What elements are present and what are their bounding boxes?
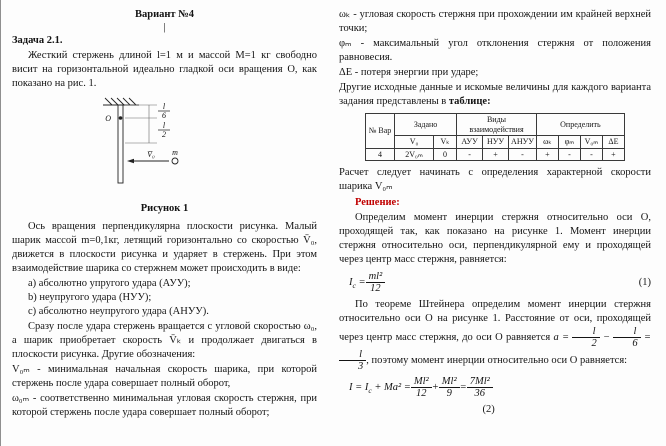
right-column <box>339 8 651 442</box>
wall-hatching <box>103 98 139 183</box>
ball <box>172 158 178 164</box>
table-subheader-cell: НУУ <box>483 136 509 149</box>
figure-caption: Рисунок 1 <box>140 203 189 214</box>
table-row <box>366 148 625 161</box>
dim-l6-denominator: 6 <box>162 111 166 120</box>
definition-wk: ωₖ - угловая скорость стержня при прохождении им крайней верхней точки; <box>339 9 651 34</box>
formula-2-fraction-2: $\frac{\text{Ml²}}{9}$ <box>439 376 460 399</box>
table-cell: 4 <box>366 148 395 161</box>
table-header-given: Задано <box>395 114 457 136</box>
table-cell: - <box>457 148 483 161</box>
intro-paragraph: Жесткий стержень длиной l=1 м и массой M=1 кг свободно висит на горизонтальной идеально гладкой оси вращения O, как показано на рис. 1. <box>12 50 317 89</box>
table-cell: + <box>483 148 509 161</box>
formula-1-fraction: $\frac{\text{ml²}}{12}$ <box>366 271 386 294</box>
axis-label: O <box>105 114 111 123</box>
variants-table <box>365 113 625 161</box>
formula-2-fraction-3: $\frac{\text{7Ml²}}{36}$ <box>467 376 493 399</box>
table-subheader-cell: φₘ <box>558 136 580 149</box>
formula-2-fraction-1: $\frac{\text{Ml²}}{12}$ <box>411 376 432 399</box>
table-intro <box>339 81 651 109</box>
pivot-point <box>119 116 123 120</box>
definition-w0m: ω₀ₘ - соответственно минимальная угловая скорость стержня, при которой стержень после удара совершает полный оборот; <box>12 393 317 418</box>
table-header-variant: № Вар <box>366 114 395 149</box>
formula-2: $I = I_c + Ma^2$ = $\frac{\text{Ml²}}{12}$ + $\frac{\text{Ml²}}{9}$ = $\frac{\text{7Ml²}}{36}$ <box>349 376 651 399</box>
table-cell: + <box>602 148 624 161</box>
text-cursor: | <box>163 21 166 33</box>
definition-deltaE: ΔE - потеря энергии при ударе; <box>339 67 479 78</box>
table-cell: - <box>509 148 537 161</box>
formula-1 <box>349 271 651 294</box>
figure-1 <box>67 95 317 200</box>
formula-1-lhs: $I_c$ = <box>349 276 366 290</box>
steiner-paragraph: По теореме Штейнера определим момент инерции стержня относительно оси О на рисунке 1. Расстояние от оси, проходящей через центр масс стержня, до оси О равняется a = $\frac{l}{2}$ − $\frac{l}{6}$ = $\frac{l}{3}$ , поэтому момент инерции относительно оси О равняется: <box>339 299 651 372</box>
definition-v0m: V₀ₘ - минимальная начальная скорость шарика, при которой стержень после удара совершает полный оборот, <box>12 364 317 389</box>
left-column <box>12 8 317 442</box>
solution-label: Решение: <box>355 197 400 208</box>
table-subheader-cell: V₀ₘ <box>580 136 602 149</box>
dimension-lines <box>125 105 157 143</box>
dim-l6-numerator: l <box>162 102 166 111</box>
table-header-interactions: Виды взаимодействия <box>457 114 537 136</box>
definition-phim: φₘ - максимальный угол отклонения стержня от положения равновесия. <box>339 38 651 63</box>
table-subheader-cell: ωₖ <box>536 136 558 149</box>
table-cell: - <box>580 148 602 161</box>
list-item: a) абсолютно упругого удара (АУУ); <box>28 278 191 289</box>
velocity-arrowhead <box>127 159 134 163</box>
impact-types-list <box>28 277 317 319</box>
table-intro-text: Другие исходные данные и искомые величины для каждого варианта задания представлены в <box>339 82 651 107</box>
table-subheader-cell: АУУ <box>457 136 483 149</box>
dim-l2-numerator: l <box>162 121 166 130</box>
velocity-label: V̄₀ <box>147 150 155 159</box>
table-subheader-cell: АНУУ <box>509 136 537 149</box>
ball-mass-label: m <box>172 148 178 157</box>
table-header-determine: Определить <box>536 114 624 136</box>
table-subheader-cell: Vₖ <box>434 136 457 149</box>
list-item: b) неупругого удара (НУУ); <box>28 292 152 303</box>
list-item: c) абсолютно неупругого удара (АНУУ). <box>28 306 209 317</box>
table-cell: - <box>558 148 580 161</box>
formula-2-tag: (2) <box>482 404 495 415</box>
document-title: Вариант №4 <box>134 9 195 20</box>
rod-diagram <box>67 95 217 195</box>
table-cell: 2V₀ₘ <box>395 148 434 161</box>
after-impact-paragraph: Сразу после удара стержень вращается с угловой скоростью ω₀, а шарик приобретает скорость V̄ₖ и продолжает двигаться в плоскости рисунка. Другие обозначения: <box>12 321 317 360</box>
formula-2-lhs: $I = I_c + Ma^2$ = <box>349 381 411 395</box>
table-subheader-cell: ΔE <box>602 136 624 149</box>
task-heading: Задача 2.1. <box>12 35 63 46</box>
axis-paragraph: Ось вращения перпендикулярна плоскости рисунка. Малый шарик массой m=0,1кг, летящий горизонтально со скоростью V̄₀, движется в плоскости рисунка и ударяет в стержень. При этом взаимодействие шарика со стержнем может происходить в виде: <box>12 221 317 274</box>
table-cell: 0 <box>434 148 457 161</box>
formula-1-tag: (1) <box>638 276 651 288</box>
inline-formula-a: a = $\frac{l}{2}$ − $\frac{l}{6}$ = $\frac{l}{3}$ <box>339 332 651 366</box>
table-intro-bold: таблице: <box>448 96 491 107</box>
table-cell: + <box>536 148 558 161</box>
inertia-paragraph: Определим момент инерции стержня относительно оси О, проходящей так, как показано на рисунке 1. Момент инерции стержня относительно оси, перпендикулярной ему и проходящей через центр масс стержня, равняется: <box>339 212 651 265</box>
table-subheader-cell: V₀ <box>395 136 434 149</box>
dim-l2-denominator: 2 <box>162 130 166 139</box>
calculation-note: Расчет следует начинать с определения характерной скорости шарика V₀ₘ <box>339 167 651 192</box>
